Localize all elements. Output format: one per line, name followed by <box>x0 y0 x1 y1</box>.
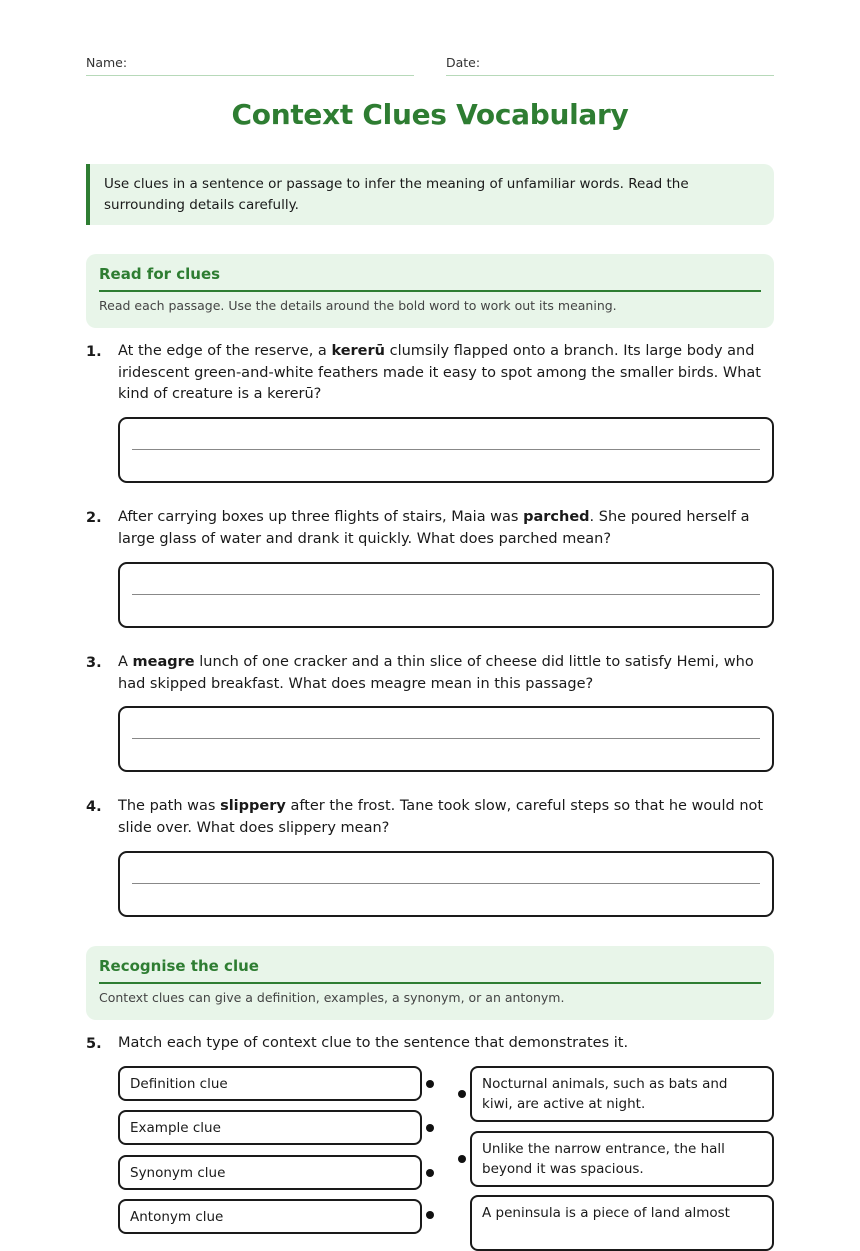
match-left-definition[interactable]: Definition clue <box>118 1066 422 1101</box>
answer-line <box>132 883 760 884</box>
answer-line <box>132 449 760 450</box>
question-text: After carrying boxes up three flights of stairs, Maia was parched. She poured herself a large glass of water and drank it quickly. What does parched mean? <box>118 509 750 547</box>
match-dot-left[interactable] <box>426 1124 434 1132</box>
question-text: Match each type of context clue to the sentence that demonstrates it. <box>118 1035 629 1051</box>
answer-box-3[interactable] <box>118 706 774 772</box>
match-left-synonym[interactable]: Synonym clue <box>118 1155 422 1190</box>
match-left-antonym[interactable]: Antonym clue <box>118 1199 422 1234</box>
date-label: Date: <box>446 55 481 70</box>
section-description: Context clues can give a definition, examples, a synonym, or an antonym. <box>99 990 565 1005</box>
answer-line <box>132 594 760 595</box>
answer-box-1[interactable] <box>118 417 774 483</box>
section-read-for-clues <box>86 254 774 328</box>
question-number: 3. <box>86 655 102 671</box>
question-number: 1. <box>86 344 102 360</box>
answer-box-4[interactable] <box>118 851 774 917</box>
section-title: Read for clues <box>99 264 761 292</box>
target-word: slippery <box>220 798 286 814</box>
answer-box-2[interactable] <box>118 562 774 628</box>
question-number: 2. <box>86 510 102 526</box>
target-word: parched <box>523 509 590 525</box>
match-left-example[interactable]: Example clue <box>118 1110 422 1145</box>
section-description: Read each passage. Use the details around the bold word to work out its meaning. <box>99 298 617 313</box>
answer-line <box>132 738 760 739</box>
section-title: Recognise the clue <box>99 956 761 984</box>
section-recognise-the-clue <box>86 946 774 1020</box>
target-word: meagre <box>132 654 195 670</box>
page-title: Context Clues Vocabulary <box>231 98 629 131</box>
target-word: kererū <box>331 343 385 359</box>
name-field[interactable] <box>86 55 414 76</box>
question-text: A meagre lunch of one cracker and a thin slice of cheese did little to satisfy Hemi, who had skipped breakfast. What does meagre mean in this passage? <box>118 654 754 692</box>
match-dot-left[interactable] <box>426 1211 434 1219</box>
match-dot-left[interactable] <box>426 1080 434 1088</box>
date-field[interactable] <box>446 55 774 76</box>
match-right-sentence[interactable]: A peninsula is a piece of land almost <box>470 1195 774 1251</box>
match-right-sentence[interactable]: Unlike the narrow entrance, the hall beyond it was spacious. <box>470 1131 774 1187</box>
question-number: 4. <box>86 799 102 815</box>
question-text: The path was slippery after the frost. Tane took slow, careful steps so that he would not slide over. What does slippery mean? <box>118 798 764 836</box>
match-dot-right[interactable] <box>458 1090 466 1098</box>
intro-callout: Use clues in a sentence or passage to infer the meaning of unfamiliar words. Read the surrounding details carefully. <box>86 164 774 225</box>
name-label: Name: <box>86 55 128 70</box>
header-row <box>86 55 774 77</box>
question-text: At the edge of the reserve, a kererū clumsily flapped onto a branch. Its large body and iridescent green-and-white feathers made it easy to spot among the smaller birds. What kind of creature is a kererū? <box>118 343 761 402</box>
match-dot-left[interactable] <box>426 1169 434 1177</box>
match-dot-right[interactable] <box>458 1155 466 1163</box>
match-right-sentence[interactable]: Nocturnal animals, such as bats and kiwi, are active at night. <box>470 1066 774 1122</box>
question-number: 5. <box>86 1036 102 1052</box>
